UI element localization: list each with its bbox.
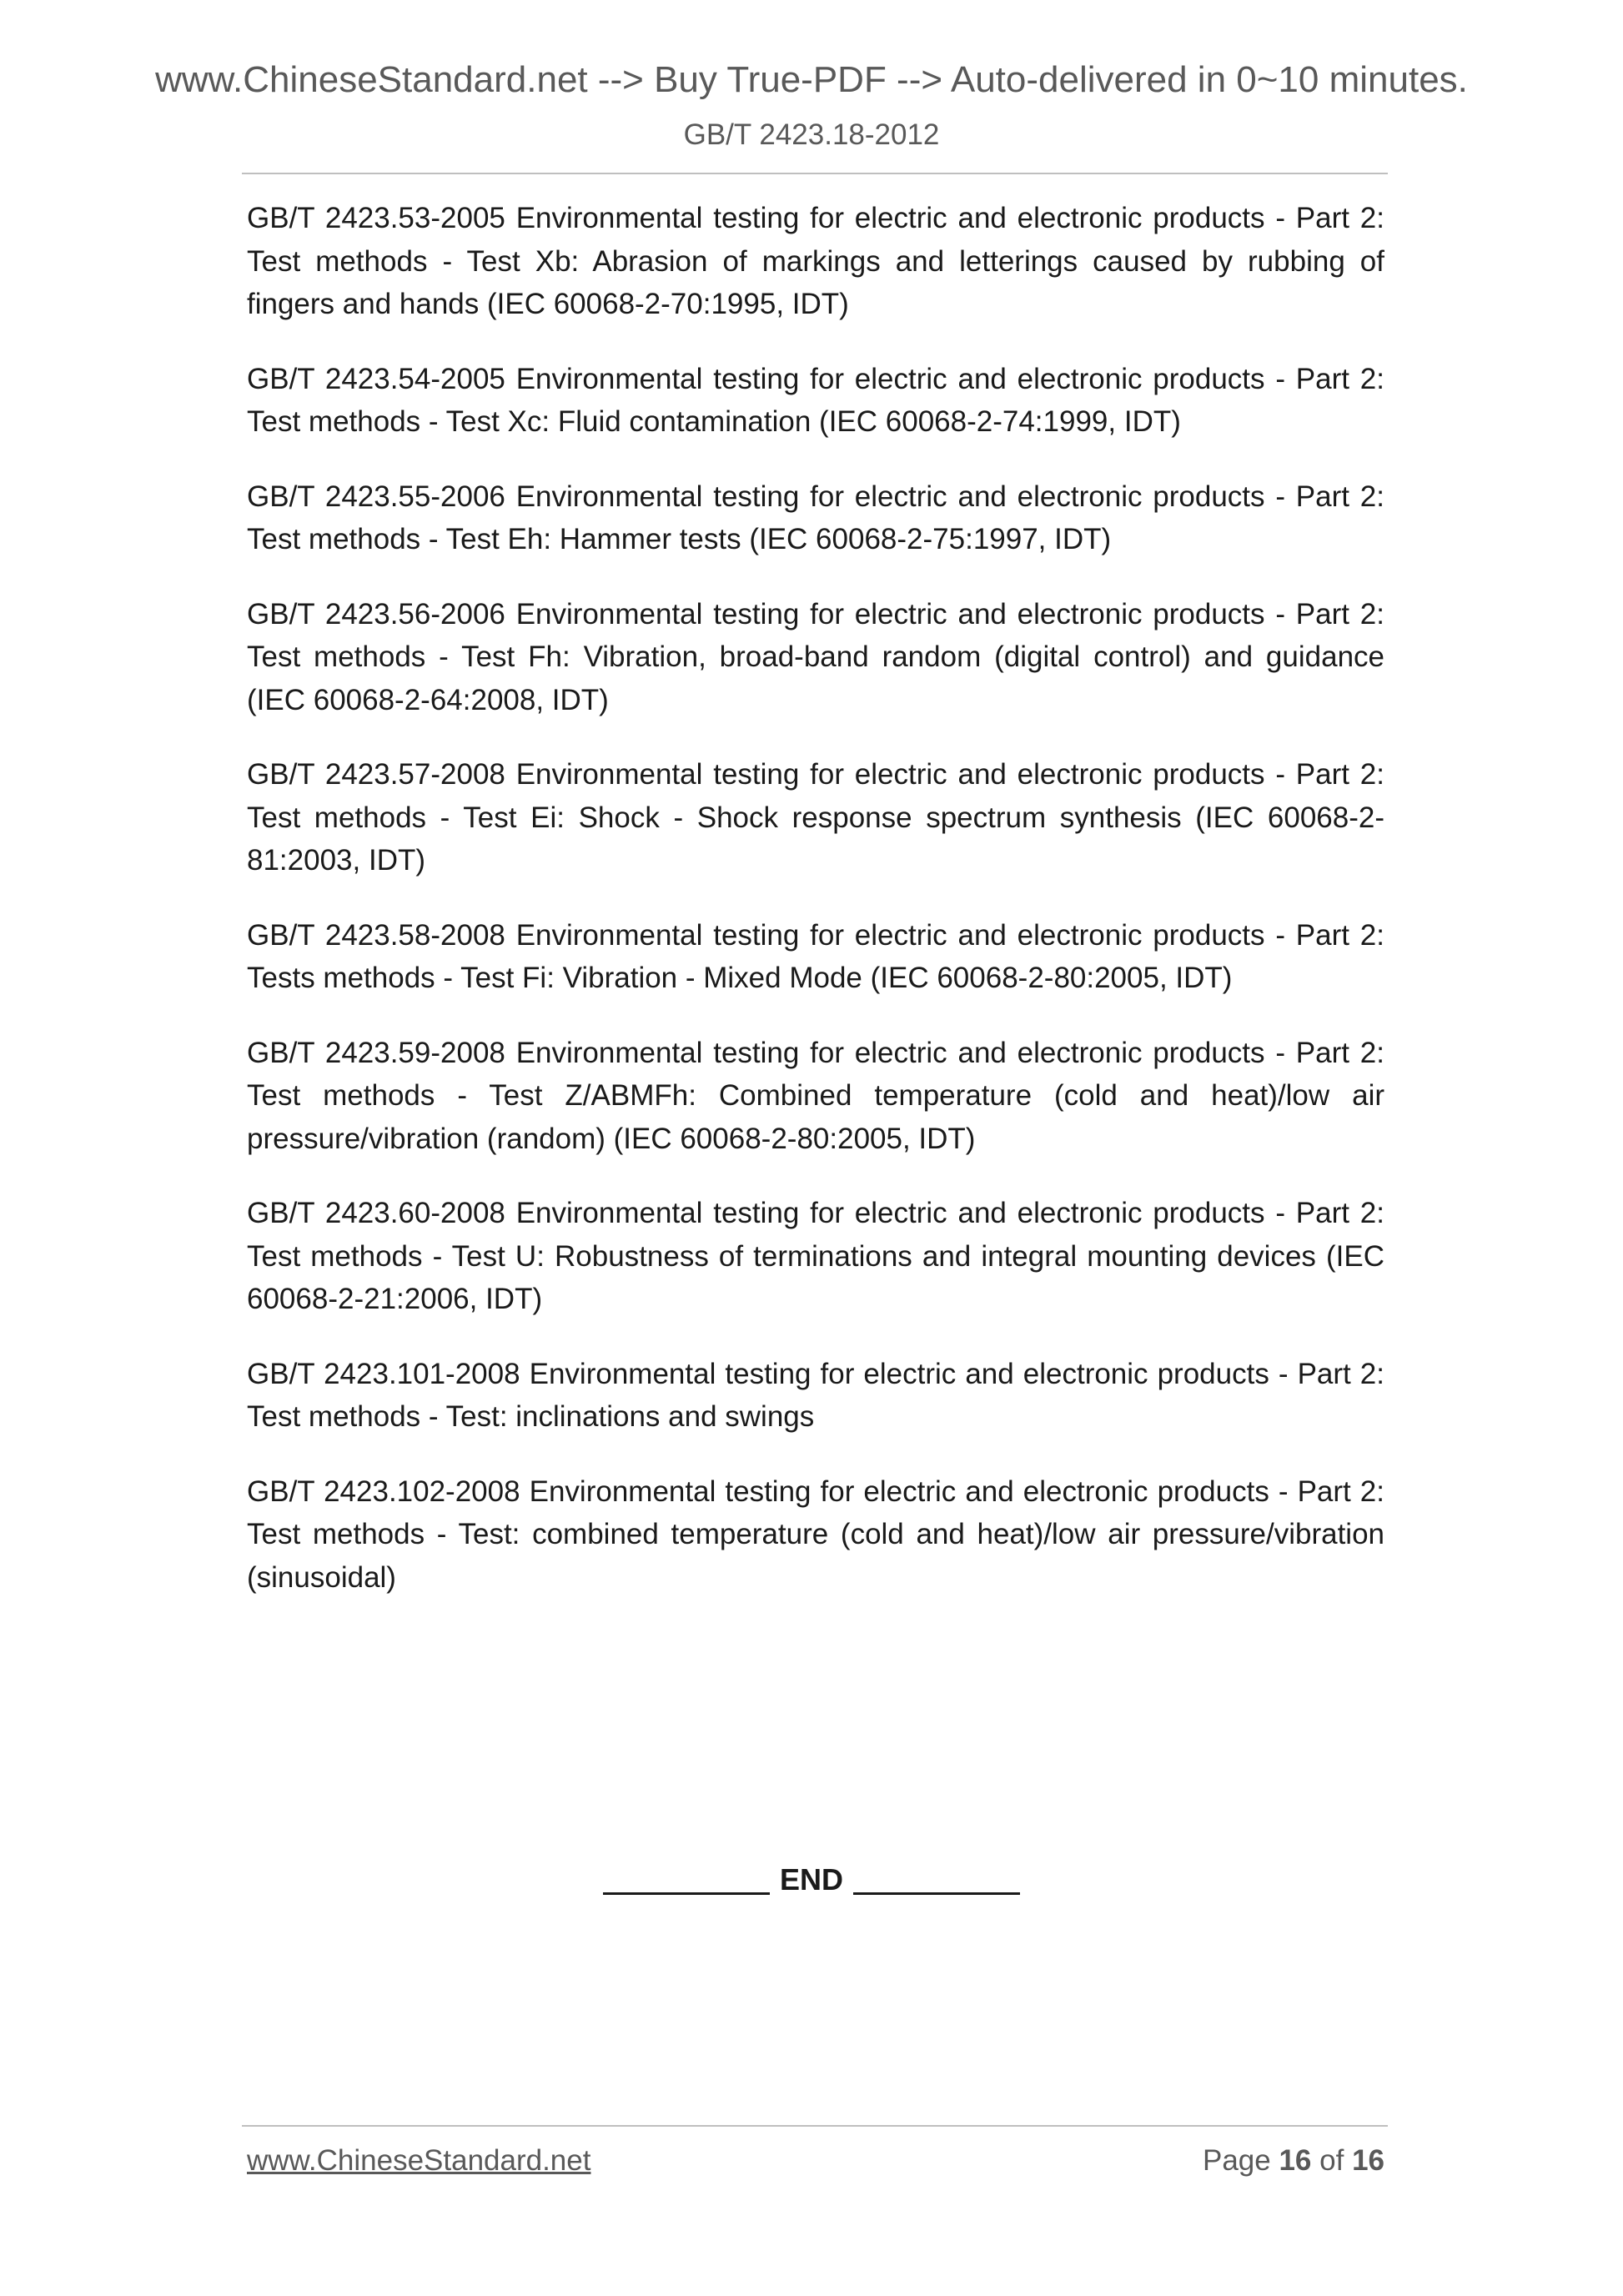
reference-item: GB/T 2423.53-2005 Environmental testing for electric and electronic products - Part 2: Test methods - Test Xb: Abrasion of markings and letterings caused by rubbing of fingers and hands (IEC 60068-2-70:1995, IDT) (247, 202, 1384, 320)
page-of: of (1319, 2144, 1344, 2177)
reference-item: GB/T 2423.59-2008 Environmental testing for electric and electronic products - Part 2: Test methods - Test Z/ABMFh: Combined temperature (cold and heat)/low air pressure/vibration (random) (IEC 60068-2-80:2005, IDT) (247, 1036, 1384, 1155)
page-total: 16 (1352, 2144, 1384, 2177)
reference-item: GB/T 2423.54-2005 Environmental testing for electric and electronic products - Part 2: Test methods - Test Xc: Fluid contamination (IEC 60068-2-74:1999, IDT) (247, 362, 1384, 438)
end-rule-right (853, 1892, 1020, 1895)
reference-item: GB/T 2423.102-2008 Environmental testing for electric and electronic products - Part 2: Test methods - Test: combined temperature (cold and heat)/low air pressure/vibration (sinusoidal) (247, 1475, 1384, 1594)
end-label: END (779, 1862, 843, 1897)
page-label: Page (1202, 2144, 1271, 2177)
page-number (1203, 2146, 1384, 2175)
reference-item: GB/T 2423.56-2006 Environmental testing for electric and electronic products - Part 2: Test methods - Test Fh: Vibration, broad-band random (digital control) and guidance (IEC 60068-2-64:2008, IDT) (247, 597, 1384, 716)
header-banner: www.ChineseStandard.net --> Buy True-PDF --> Auto-delivered in 0~10 minutes. (155, 59, 1468, 100)
standard-code: GB/T 2423.18-2012 (683, 118, 940, 151)
reference-item: GB/T 2423.101-2008 Environmental testing for electric and electronic products - Part 2: Test methods - Test: inclinations and swings (247, 1357, 1384, 1433)
end-rule-left (603, 1892, 770, 1895)
end-marker (0, 1862, 1623, 1897)
reference-list (247, 197, 1384, 1630)
reference-item: GB/T 2423.55-2006 Environmental testing for electric and electronic products - Part 2: Test methods - Test Eh: Hammer tests (IEC 60068-2-75:1997, IDT) (247, 480, 1384, 555)
footer-website-link[interactable]: www.ChineseStandard.net (247, 2144, 591, 2177)
header-divider (242, 173, 1388, 174)
reference-item: GB/T 2423.60-2008 Environmental testing for electric and electronic products - Part 2: Test methods - Test U: Robustness of terminations and integral mounting devices (IEC 60068-2-21:2006, IDT) (247, 1197, 1384, 1315)
reference-item: GB/T 2423.57-2008 Environmental testing for electric and electronic products - Part 2: Test methods - Test Ei: Shock - Shock response spectrum synthesis (IEC 60068-2-81:2003, IDT) (247, 758, 1384, 877)
page-current: 16 (1279, 2144, 1312, 2177)
footer-divider (242, 2125, 1388, 2127)
reference-item: GB/T 2423.58-2008 Environmental testing for electric and electronic products - Part 2: Tests methods - Test Fi: Vibration - Mixed Mode (IEC 60068-2-80:2005, IDT) (247, 918, 1384, 994)
